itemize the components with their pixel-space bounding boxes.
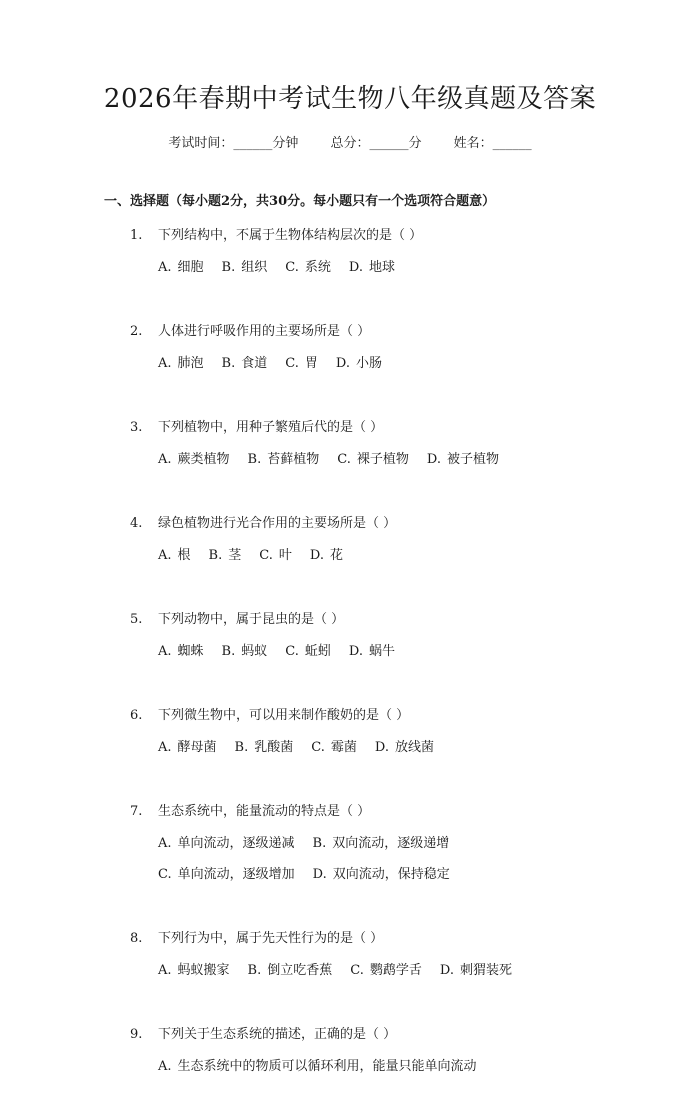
total-score: 总分：______分 — [330, 136, 422, 151]
option-letter: D. — [309, 548, 324, 563]
answer-option[interactable] — [313, 867, 450, 882]
question-stem — [130, 416, 383, 435]
answer-option[interactable] — [222, 260, 268, 275]
option-text: 双向流动，逐级递增 — [332, 836, 450, 851]
question-stem — [130, 320, 370, 339]
answer-option[interactable] — [427, 452, 499, 467]
option-text: 被子植物 — [446, 452, 499, 467]
option-row — [158, 1055, 495, 1074]
option-text: 霉菌 — [330, 740, 357, 755]
question-item — [0, 704, 700, 800]
question-stem — [130, 800, 370, 819]
option-letter: C. — [259, 548, 273, 563]
option-letter: C. — [158, 867, 172, 882]
option-row — [158, 863, 468, 882]
option-letter: D. — [335, 356, 350, 371]
answer-option[interactable] — [209, 548, 242, 563]
question-item — [0, 416, 700, 512]
option-text: 蜘蛛 — [177, 644, 204, 659]
question-text: 绿色植物进行光合作用的主要场所是（ ） — [158, 516, 397, 531]
option-row — [158, 448, 517, 467]
option-letter: B. — [234, 740, 249, 755]
option-letter: B. — [208, 548, 223, 563]
option-text: 双向流动，保持稳定 — [332, 867, 450, 882]
answer-option[interactable] — [350, 963, 422, 978]
option-text: 根 — [177, 548, 191, 563]
question-text: 下列微生物中，可以用来制作酸奶的是（ ） — [158, 708, 410, 723]
question-number: 5. — [130, 612, 143, 627]
option-text: 酵母菌 — [177, 740, 217, 755]
answer-option[interactable] — [248, 452, 320, 467]
answer-option[interactable] — [158, 963, 230, 978]
option-letter: B. — [221, 260, 236, 275]
question-stem — [130, 512, 396, 531]
option-letter: B. — [312, 836, 327, 851]
option-letter: D. — [374, 740, 389, 755]
option-text: 叶 — [278, 548, 292, 563]
option-text: 裸子植物 — [356, 452, 409, 467]
answer-option[interactable] — [310, 548, 343, 563]
option-row — [158, 832, 467, 851]
option-letter: D. — [348, 260, 363, 275]
option-text: 地球 — [368, 260, 395, 275]
question-item — [0, 927, 700, 1023]
question-number: 1. — [130, 228, 143, 243]
option-row — [158, 352, 400, 371]
question-text: 下列植物中，用种子繁殖后代的是（ ） — [158, 420, 384, 435]
answer-option[interactable] — [259, 548, 292, 563]
question-item — [0, 800, 700, 927]
option-letter: C. — [350, 963, 364, 978]
answer-option[interactable] — [158, 836, 295, 851]
question-item — [0, 320, 700, 416]
option-text: 肺泡 — [177, 356, 204, 371]
question-item — [0, 224, 700, 320]
exam-meta — [0, 132, 700, 151]
answer-option[interactable] — [375, 740, 434, 755]
answer-option[interactable] — [158, 356, 204, 371]
answer-option[interactable] — [158, 548, 191, 563]
option-text: 系统 — [304, 260, 331, 275]
question-number: 3. — [130, 420, 143, 435]
option-row — [158, 256, 413, 275]
option-text: 蕨类植物 — [177, 452, 230, 467]
answer-option[interactable] — [222, 644, 268, 659]
answer-option[interactable] — [158, 260, 204, 275]
option-text: 蚂蚁 — [241, 644, 268, 659]
option-letter: A. — [158, 548, 172, 563]
option-text: 单向流动，逐级增加 — [177, 867, 295, 882]
option-text: 生态系统中的物质可以循环利用，能量只能单向流动 — [177, 1059, 477, 1074]
answer-option[interactable] — [313, 836, 450, 851]
option-letter: A. — [158, 260, 172, 275]
question-stem — [130, 704, 409, 723]
option-letter: A. — [158, 356, 172, 371]
option-letter: C. — [337, 452, 351, 467]
question-item — [0, 512, 700, 608]
option-text: 苔藓植物 — [267, 452, 320, 467]
answer-option[interactable] — [285, 260, 331, 275]
question-number: 9. — [130, 1027, 143, 1042]
option-letter: C. — [285, 260, 299, 275]
document-title: 2026年春期中考试生物八年级真题及答案 — [103, 84, 597, 114]
option-letter: B. — [221, 356, 236, 371]
option-letter: A. — [158, 452, 172, 467]
option-text: 小肠 — [355, 356, 382, 371]
option-text: 刺猬装死 — [459, 963, 512, 978]
section-heading: 一、选择题（每小题2分，共30分。每小题只有一个选项符合题意） — [104, 194, 496, 209]
option-letter: D. — [312, 867, 327, 882]
option-letter: D. — [348, 644, 363, 659]
answer-option[interactable] — [440, 963, 512, 978]
option-letter: A. — [158, 740, 172, 755]
option-text: 细胞 — [177, 260, 204, 275]
answer-option[interactable] — [158, 1059, 477, 1074]
option-text: 茎 — [228, 548, 242, 563]
answer-option[interactable] — [349, 260, 395, 275]
question-number: 8. — [130, 931, 143, 946]
question-stem — [130, 927, 383, 946]
option-text: 组织 — [241, 260, 268, 275]
answer-option[interactable] — [349, 644, 395, 659]
option-row — [158, 736, 452, 755]
option-text: 乳酸菌 — [254, 740, 294, 755]
option-letter: B. — [247, 963, 262, 978]
question-text: 下列结构中，不属于生物体结构层次的是（ ） — [158, 228, 423, 243]
option-letter: D. — [439, 963, 454, 978]
option-text: 倒立吃香蕉 — [267, 963, 333, 978]
question-text: 下列动物中，属于昆虫的是（ ） — [158, 612, 345, 627]
option-text: 胃 — [304, 356, 318, 371]
answer-option[interactable] — [337, 452, 409, 467]
option-text: 放线菌 — [394, 740, 434, 755]
answer-option[interactable] — [158, 452, 230, 467]
question-item — [0, 1023, 700, 1119]
option-row — [158, 640, 413, 659]
question-stem — [130, 1023, 396, 1042]
option-letter: B. — [247, 452, 262, 467]
answer-option[interactable] — [311, 740, 357, 755]
student-name: 姓名：______ — [453, 136, 532, 151]
answer-option[interactable] — [285, 644, 331, 659]
answer-option[interactable] — [158, 867, 295, 882]
answer-option[interactable] — [248, 963, 333, 978]
question-number: 4. — [130, 516, 143, 531]
option-row — [158, 959, 530, 978]
option-letter: A. — [158, 644, 172, 659]
option-letter: B. — [221, 644, 236, 659]
answer-option[interactable] — [222, 356, 268, 371]
question-number: 6. — [130, 708, 143, 723]
option-letter: D. — [426, 452, 441, 467]
answer-option[interactable] — [336, 356, 382, 371]
option-text: 蚯蚓 — [304, 644, 331, 659]
option-letter: A. — [158, 963, 172, 978]
question-number: 7. — [130, 804, 143, 819]
option-row — [158, 544, 361, 563]
answer-option[interactable] — [158, 740, 217, 755]
question-text: 生态系统中，能量流动的特点是（ ） — [158, 804, 371, 819]
option-letter: A. — [158, 836, 172, 851]
question-stem — [130, 608, 344, 627]
answer-option[interactable] — [235, 740, 294, 755]
option-letter: C. — [285, 356, 299, 371]
question-text: 人体进行呼吸作用的主要场所是（ ） — [158, 324, 371, 339]
question-stem — [130, 224, 422, 243]
option-letter: C. — [285, 644, 299, 659]
answer-option[interactable] — [285, 356, 318, 371]
option-text: 鹦鹉学舌 — [369, 963, 422, 978]
exam-time: 考试时间：______分钟 — [168, 136, 299, 151]
option-text: 花 — [329, 548, 343, 563]
question-text: 下列关于生态系统的描述，正确的是（ ） — [158, 1027, 397, 1042]
answer-option[interactable] — [158, 644, 204, 659]
question-list — [0, 224, 700, 1119]
question-number: 2. — [130, 324, 143, 339]
option-text: 蚂蚁搬家 — [177, 963, 230, 978]
option-letter: A. — [158, 1059, 172, 1074]
option-letter: C. — [311, 740, 325, 755]
option-text: 蜗牛 — [368, 644, 395, 659]
option-text: 食道 — [241, 356, 268, 371]
option-text: 单向流动，逐级递减 — [177, 836, 295, 851]
question-item — [0, 608, 700, 704]
question-text: 下列行为中，属于先天性行为的是（ ） — [158, 931, 384, 946]
